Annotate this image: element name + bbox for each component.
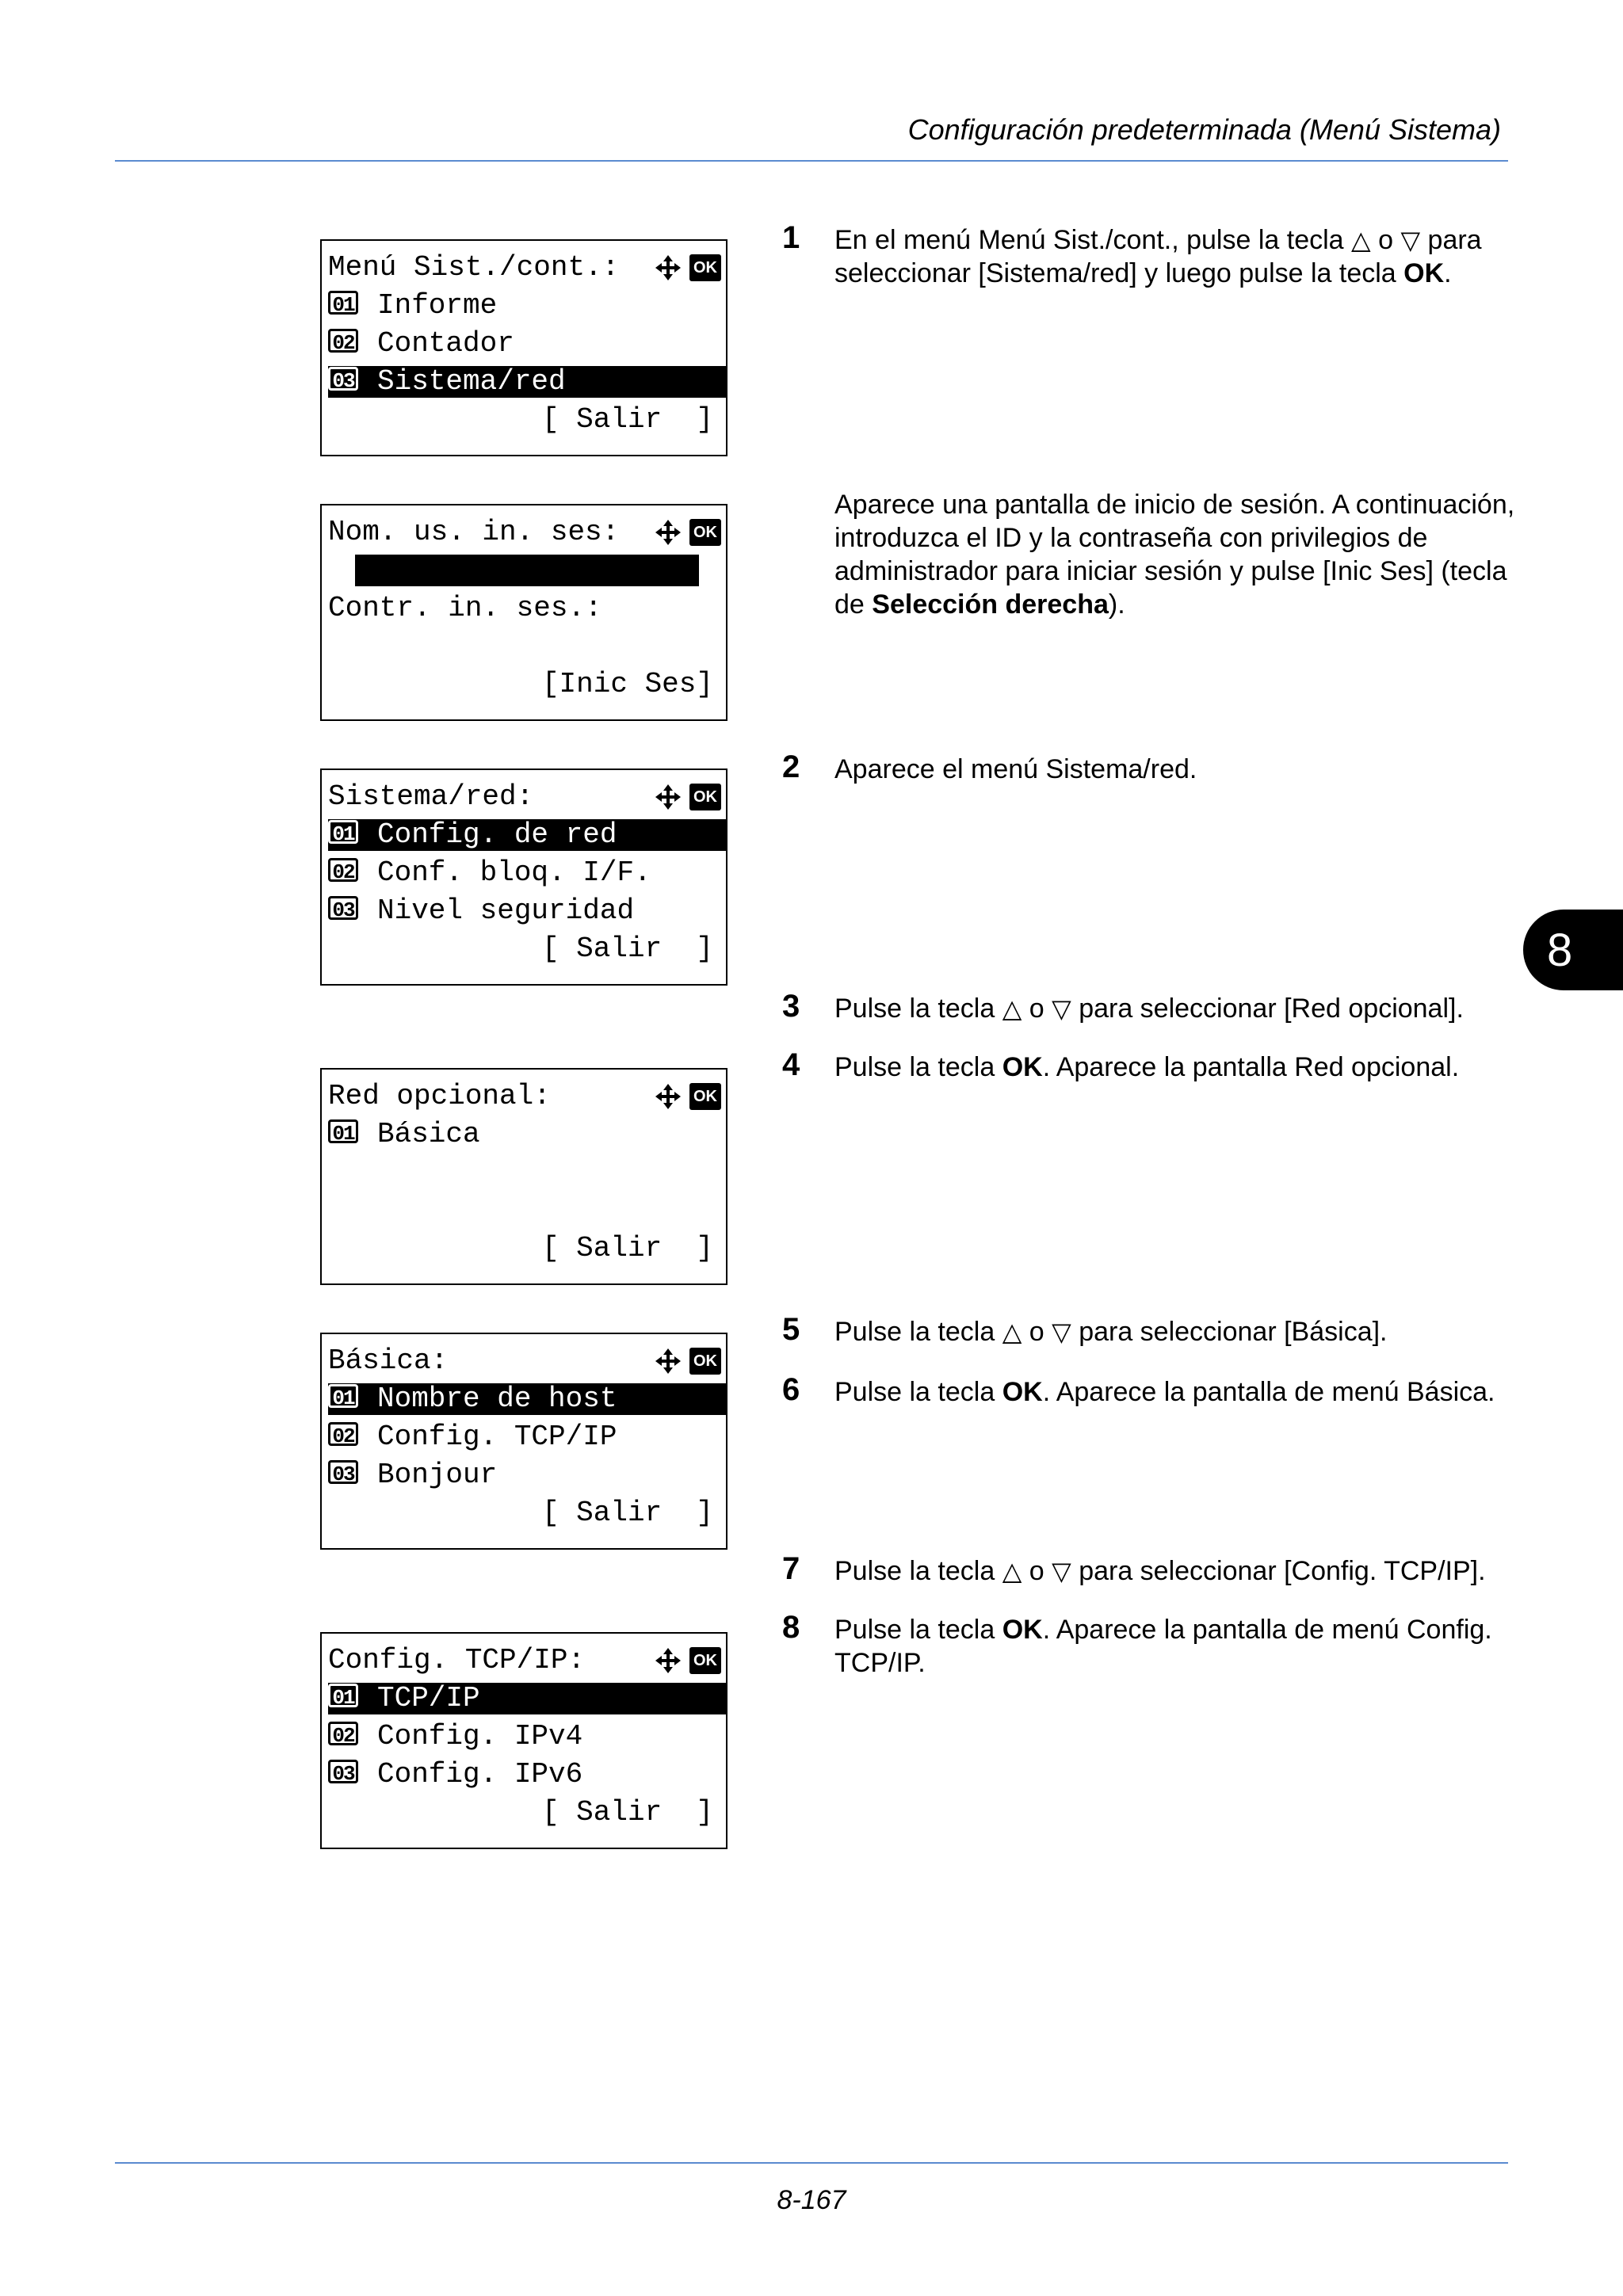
- menu-item[interactable]: [328, 895, 726, 927]
- menu-item-label: Config. de red: [377, 818, 617, 851]
- up-triangle-icon: △: [1002, 1318, 1022, 1346]
- menu-item[interactable]: [328, 1759, 726, 1791]
- lcd-screen-basic: [320, 1333, 727, 1550]
- ok-key-icon: OK: [689, 1083, 721, 1110]
- step-number: 5: [782, 1312, 800, 1347]
- lcd-screen-system-network: [320, 769, 727, 986]
- exit-softkey[interactable]: [ Salir ]: [541, 1497, 713, 1529]
- lcd-screen-tcpip-config: [320, 1632, 727, 1849]
- password-label: Contr. in. ses.:: [328, 592, 602, 624]
- step-text-part: Pulse la tecla: [834, 1377, 995, 1407]
- step-number: 7: [782, 1551, 800, 1586]
- ok-key-icon: OK: [689, 254, 721, 281]
- ok-key-label: OK: [1002, 1052, 1043, 1082]
- step-text-part: para seleccionar [Sistema/red] y luego pulse la tecla: [834, 225, 1482, 288]
- exit-softkey[interactable]: [ Salir ]: [541, 403, 713, 436]
- step-number: 3: [782, 989, 800, 1024]
- item-number-icon: 02: [328, 858, 358, 882]
- screen-title: Básica:: [328, 1344, 449, 1377]
- step-text: [834, 1051, 1516, 1084]
- four-way-arrow-icon: [655, 784, 682, 810]
- item-number-icon: 02: [328, 1722, 358, 1745]
- menu-item-label: Config. TCP/IP: [377, 1421, 617, 1453]
- step-number: 8: [782, 1610, 800, 1645]
- header-rule: [115, 160, 1508, 162]
- chapter-tab: [1523, 910, 1623, 990]
- username-input[interactable]: [355, 555, 699, 586]
- ok-key-icon: OK: [689, 519, 721, 546]
- screen-title: Red opcional:: [328, 1080, 551, 1112]
- screen-title: Config. TCP/IP:: [328, 1644, 586, 1676]
- menu-item-label: Contador: [377, 327, 514, 360]
- step-text-part: o: [1378, 225, 1394, 255]
- step-number: 4: [782, 1047, 800, 1082]
- menu-item-selected[interactable]: [328, 366, 726, 398]
- step-number: 2: [782, 749, 800, 784]
- item-number-icon: 01: [328, 1684, 358, 1707]
- step-number: 1: [782, 220, 800, 255]
- menu-item-label: Informe: [377, 289, 498, 322]
- chapter-number: 8: [1547, 924, 1573, 976]
- screen-icons: [655, 1345, 721, 1377]
- menu-item-label: Conf. bloq. I/F.: [377, 856, 651, 889]
- menu-item-label: Bonjour: [377, 1459, 498, 1491]
- step-text-part: para seleccionar [Red opcional].: [1079, 994, 1464, 1024]
- menu-item[interactable]: [328, 290, 726, 322]
- lcd-screen-system-menu: [320, 239, 727, 456]
- menu-item[interactable]: [328, 1459, 726, 1491]
- menu-item-selected[interactable]: [328, 819, 726, 851]
- step-text-part: o: [1029, 1317, 1044, 1347]
- screen-title: Menú Sist./cont.:: [328, 251, 620, 284]
- screen-icons: [655, 252, 721, 284]
- item-number-icon: 03: [328, 1760, 358, 1783]
- item-number-icon: 03: [328, 1460, 358, 1484]
- menu-item-label: TCP/IP: [377, 1682, 480, 1714]
- step-text: [834, 1375, 1516, 1409]
- username-label: Nom. us. in. ses:: [328, 516, 620, 548]
- menu-item-selected[interactable]: [328, 1683, 726, 1714]
- menu-item[interactable]: [328, 857, 726, 889]
- up-triangle-icon: △: [1002, 1557, 1022, 1585]
- step-text-part: Pulse la tecla: [834, 994, 995, 1024]
- step-text-part: ).: [1108, 589, 1125, 620]
- menu-item-label: Sistema/red: [377, 365, 566, 398]
- menu-item[interactable]: [328, 328, 726, 360]
- step-text-part: .: [1444, 258, 1452, 288]
- item-number-icon: 01: [328, 291, 358, 315]
- screen-title: Sistema/red:: [328, 780, 534, 813]
- step-text: [834, 1315, 1516, 1348]
- ok-key-label: OK: [1002, 1377, 1043, 1407]
- item-number-icon: 03: [328, 367, 358, 391]
- step-text-part: para seleccionar [Básica].: [1079, 1317, 1388, 1347]
- four-way-arrow-icon: [655, 254, 682, 281]
- right-select-key-label: Selección derecha: [872, 589, 1109, 620]
- ok-key-icon: OK: [689, 1647, 721, 1674]
- screen-icons: [655, 1645, 721, 1676]
- ok-key-icon: OK: [689, 784, 721, 810]
- four-way-arrow-icon: [655, 1083, 682, 1110]
- menu-item-label: Config. IPv6: [377, 1758, 583, 1791]
- four-way-arrow-icon: [655, 1348, 682, 1375]
- menu-item[interactable]: [328, 1421, 726, 1453]
- up-triangle-icon: △: [1351, 226, 1371, 254]
- step-text-part: . Aparece la pantalla Red opcional.: [1042, 1052, 1460, 1082]
- down-triangle-icon: ▽: [1400, 226, 1421, 254]
- step-text-part: o: [1029, 1556, 1044, 1586]
- item-number-icon: 01: [328, 820, 358, 844]
- step-text-part: Pulse la tecla: [834, 1052, 995, 1082]
- step-text-part: . Aparece la pantalla de menú Básica.: [1042, 1377, 1495, 1407]
- screen-icons: [655, 1081, 721, 1112]
- screen-icons: [655, 781, 721, 813]
- down-triangle-icon: ▽: [1052, 1557, 1071, 1585]
- ok-key-label: OK: [1403, 258, 1445, 288]
- step-text: Aparece el menú Sistema/red.: [834, 754, 1197, 784]
- step-text-part: Pulse la tecla: [834, 1615, 995, 1645]
- item-number-icon: 03: [328, 896, 358, 920]
- screen-icons: [655, 517, 721, 548]
- step-text-part: para seleccionar [Config. TCP/IP].: [1079, 1556, 1486, 1586]
- item-number-icon: 02: [328, 329, 358, 353]
- menu-item-label: Básica: [377, 1118, 480, 1150]
- step-text: [834, 1613, 1516, 1680]
- menu-item-selected[interactable]: [328, 1383, 726, 1415]
- item-number-icon: 01: [328, 1384, 358, 1408]
- page-header-title: Configuración predeterminada (Menú Sistema): [907, 113, 1501, 146]
- menu-item[interactable]: [328, 1119, 726, 1150]
- step-text-part: Aparece una pantalla de inicio de sesión. A continuación, introduzca el ID y la contraseña con privilegios de administrador para iniciar sesión y pulse [Inic Ses] (tecla de: [834, 490, 1515, 620]
- step-text-part: En el menú Menú Sist./cont., pulse la tecla: [834, 225, 1344, 255]
- four-way-arrow-icon: [655, 519, 682, 546]
- lcd-screen-login: [320, 504, 727, 721]
- footer-rule: [115, 2162, 1508, 2164]
- exit-softkey[interactable]: [ Salir ]: [541, 933, 713, 965]
- up-triangle-icon: △: [1002, 994, 1022, 1023]
- exit-softkey[interactable]: [ Salir ]: [541, 1232, 713, 1264]
- login-softkey[interactable]: [Inic Ses]: [541, 668, 713, 700]
- down-triangle-icon: ▽: [1052, 1318, 1071, 1346]
- login-instructions: [834, 488, 1516, 621]
- step-text-part: Pulse la tecla: [834, 1556, 995, 1586]
- step-text: [834, 1554, 1516, 1588]
- menu-item[interactable]: [328, 1721, 726, 1753]
- item-number-icon: 02: [328, 1422, 358, 1446]
- step-text-part: . Aparece la pantalla de menú Config. TCP/IP.: [834, 1615, 1492, 1678]
- ok-key-label: OK: [1002, 1615, 1043, 1645]
- menu-item-label: Config. IPv4: [377, 1720, 583, 1753]
- item-number-icon: 01: [328, 1119, 358, 1143]
- page-number: 8-167: [777, 2185, 846, 2215]
- step-text-part: o: [1029, 994, 1044, 1024]
- menu-item-label: Nivel seguridad: [377, 894, 635, 927]
- menu-item-label: Nombre de host: [377, 1383, 617, 1415]
- step-text: [834, 992, 1516, 1025]
- four-way-arrow-icon: [655, 1647, 682, 1674]
- step-number: 6: [782, 1372, 800, 1407]
- step-text: [834, 223, 1516, 290]
- ok-key-icon: OK: [689, 1348, 721, 1375]
- down-triangle-icon: ▽: [1052, 994, 1071, 1023]
- lcd-screen-optional-network: [320, 1068, 727, 1285]
- step-text-part: Pulse la tecla: [834, 1317, 995, 1347]
- exit-softkey[interactable]: [ Salir ]: [541, 1796, 713, 1829]
